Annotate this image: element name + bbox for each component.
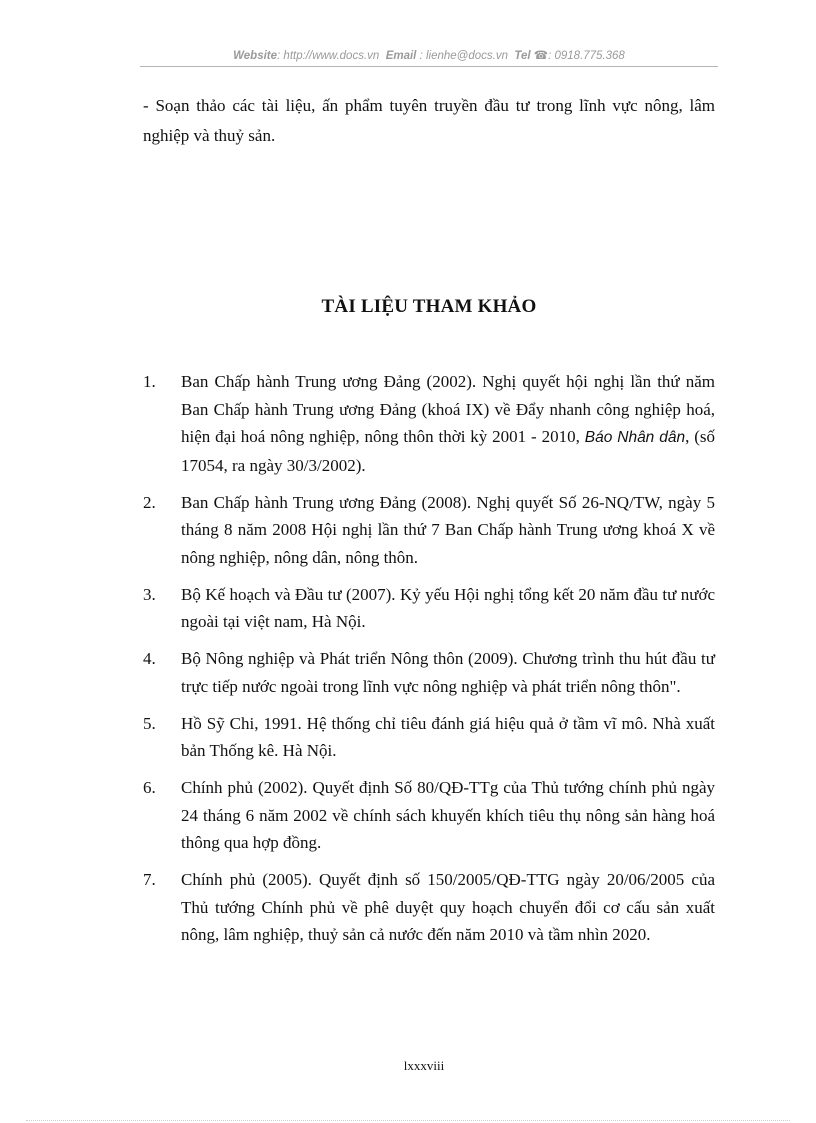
phone-icon: ☎ [533,50,549,62]
tel-label: Tel [514,50,531,62]
reference-number: 4. [143,649,156,668]
reference-text: Ban Chấp hành Trung ương Đảng (2008). Nghị quyết Số 26-NQ/TW, ngày 5 tháng 8 năm 2008 Hội nghị lần thứ 7 Ban Chấp hành Trung ương khoá X về nông nghiệp, nông dân, nông thôn. [181,492,715,567]
reference-source-italic: Báo Nhân dân [584,429,686,446]
reference-number: 5. [143,713,156,733]
reference-item [143,489,715,572]
reference-item [143,645,715,700]
page-number: lxxxviii [403,1058,445,1073]
reference-item [143,710,715,765]
reference-item [143,774,715,857]
page-bottom-border [26,1120,790,1121]
page-header [140,48,718,62]
references-list [143,368,715,958]
website-label: Website [233,50,278,62]
reference-text: Chính phủ (2005). Quyết định số 150/2005/QĐ-TTG ngày 20/06/2005 của Thủ tướng Chính phủ về phê duyệt quy hoạch chuyển đổi cơ cấu sản xuất nông, lâm nghiệp, thuỷ sản cả nước đến năm 2010 và tầm nhìn 2020. [181,870,715,944]
intro-paragraph: - Soạn thảo các tài liệu, ấn phẩm tuyên truyền đầu tư trong lĩnh vực nông, lâm nghiệp và thuỷ sản. [143,96,715,145]
reference-number: 7. [143,870,156,889]
tel-value: : 0918.775.368 [548,50,625,62]
reference-text: Ban Chấp hành Trung ương Đảng (2002). Nghị quyết hội nghị lần thứ năm Ban Chấp hành Trung ương Đảng (khoá IX) về Đẩy nhanh công nghiệp hoá, hiện đại hoá nông nghiệp, nông thôn thời kỳ 2001 - 2010, Báo Nhân dân, (số 17054, ra ngày 30/3/2002). [181,372,716,475]
header-divider [140,66,718,67]
email-label: Email [385,50,417,62]
reference-text: Chính phủ (2002). Quyết định Số 80/QĐ-TTg của Thủ tướng chính phủ ngày 24 tháng 6 năm 2002 về chính sách khuyến khích tiêu thụ nông sản hàng hoá thông qua hợp đồng. [181,778,715,852]
reference-number: 2. [143,492,156,512]
reference-number: 3. [143,584,156,604]
reference-item [143,368,715,479]
references-title: TÀI LIỆU THAM KHẢO [321,296,537,317]
reference-number: 6. [143,778,156,797]
website-value[interactable]: : http://www.docs.vn [277,50,380,62]
reference-number: 1. [143,372,156,391]
email-value[interactable]: : lienhe@docs.vn [419,50,508,62]
reference-text: Hồ Sỹ Chi, 1991. Hệ thống chỉ tiêu đánh giá hiệu quả ở tầm vĩ mô. Nhà xuất bản Thống kê. Hà Nội. [181,713,715,760]
reference-text: Bộ Nông nghiệp và Phát triển Nông thôn (2009). Chương trình thu hút đầu tư trực tiếp nước ngoài trong lĩnh vực nông nghiệp và phát triển nông thôn". [181,649,715,696]
reference-text: Bộ Kế hoạch và Đầu tư (2007). Kỷ yếu Hội nghị tổng kết 20 năm đầu tư nước ngoài tại việt nam, Hà Nội. [181,584,715,631]
reference-item [143,581,715,636]
reference-item [143,866,715,949]
